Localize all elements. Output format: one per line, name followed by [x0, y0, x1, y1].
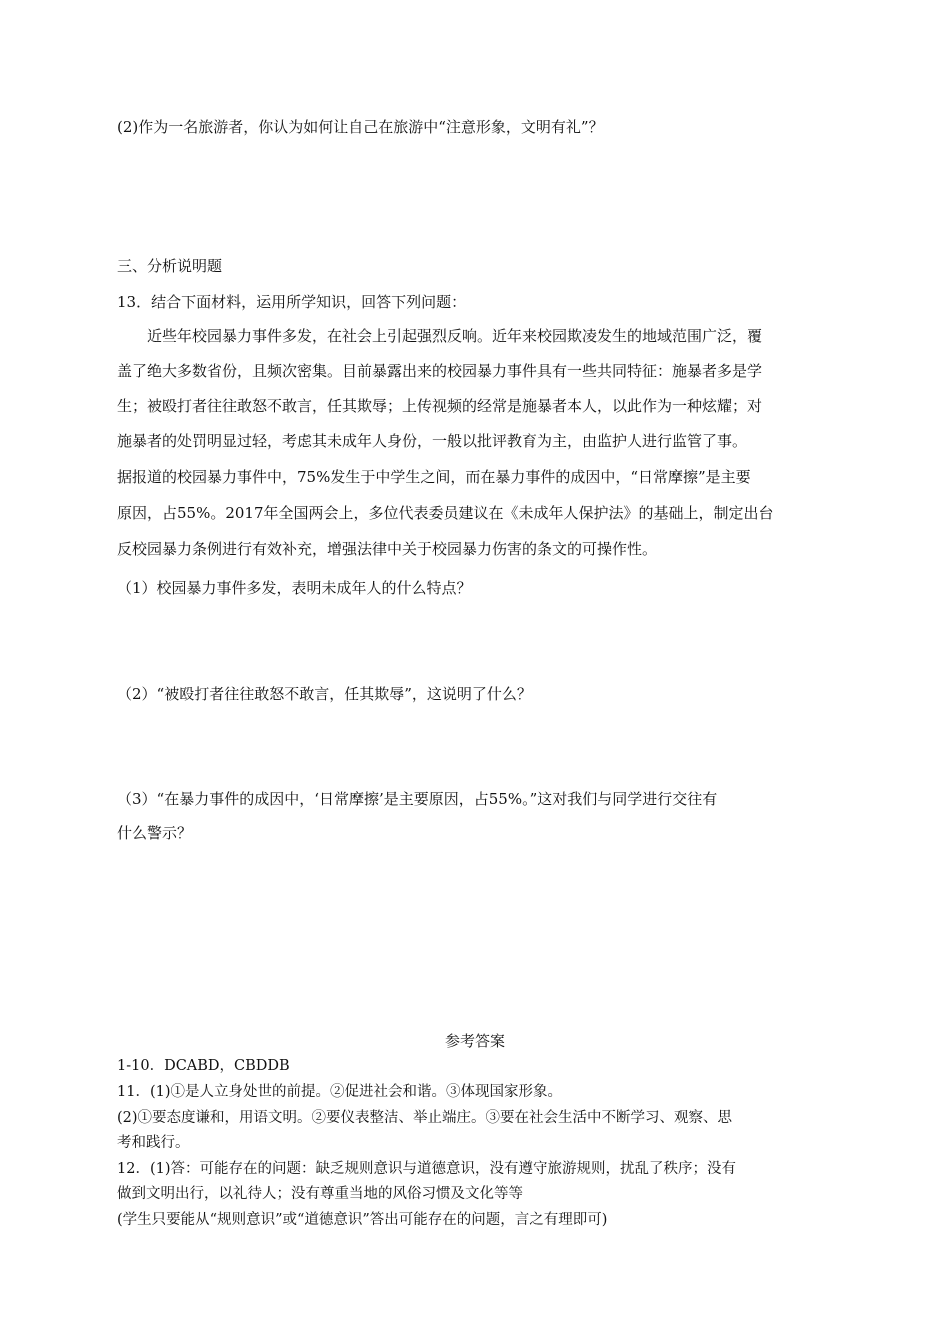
- q13-material-line: 据报道的校园暴力事件中，75%发生于中学生之间，而在暴力事件的成因中，“日常摩擦”是主要: [117, 468, 751, 486]
- q13-sub3-line2: 什么警示？: [117, 824, 193, 842]
- answer-line: 做到文明出行，以礼待人；没有尊重当地的风俗习惯及文化等等: [117, 1186, 523, 1202]
- q12-sub2: (2)作为一名旅游者，你认为如何让自己在旅游中“注意形象，文明有礼”？: [117, 118, 604, 136]
- answers-title: 参考答案: [444, 1032, 505, 1050]
- q13-material-line: 施暴者的处罚明显过轻，考虑其未成年人身份，一般以批评教育为主，由监护人进行监管了事。: [117, 432, 748, 450]
- q13-material-line: 盖了绝大多数省份，且频次密集。目前暴露出来的校园暴力事件具有一些共同特征：施暴者多是学: [117, 362, 763, 380]
- answer-line: 12．(1)答：可能存在的问题：缺乏规则意识与道德意识，没有遵守旅游规则，扰乱了秩序；没有: [117, 1161, 736, 1177]
- answer-line: (2)①要态度谦和，用语文明。②要仪表整洁、举止端庄。③要在社会生活中不断学习、观察、思: [117, 1110, 733, 1126]
- answer-line: 11．(1)①是人立身处世的前提。②促进社会和谐。③体现国家形象。: [117, 1084, 562, 1100]
- q13-sub3-line1: （3）“在暴力事件的成因中，‘日常摩擦’是主要原因，占55%。”这对我们与同学进行交往有: [117, 790, 718, 808]
- q13-material-line: 原因，占55%。2017年全国两会上，多位代表委员建议在《未成年人保护法》的基础上，制定出台: [117, 504, 774, 522]
- q13-material-line: 反校园暴力条例进行有效补充，增强法律中关于校园暴力伤害的条文的可操作性。: [117, 540, 658, 558]
- q13-stem: 13．结合下面材料，运用所学知识，回答下列问题：: [117, 293, 467, 311]
- q13-material-line: 近些年校园暴力事件多发，在社会上引起强烈反响。近年来校园欺凌发生的地域范围广泛，覆: [147, 327, 763, 345]
- answer-line: (学生只要能从“规则意识”或“道德意识”答出可能存在的问题，言之有理即可): [117, 1212, 608, 1228]
- answer-line: 1-10．DCABD，CBDDB: [117, 1058, 290, 1074]
- q13-sub1: （1）校园暴力事件多发，表明未成年人的什么特点？: [117, 579, 472, 597]
- section3-heading: 三、分析说明题: [117, 257, 223, 275]
- q13-sub2: （2）“被殴打者往往敢怒不敢言，任其欺辱”，这说明了什么？: [117, 685, 532, 703]
- answer-line: 考和践行。: [117, 1135, 190, 1151]
- q13-material-line: 生；被殴打者往往敢怒不敢言，任其欺辱；上传视频的经常是施暴者本人，以此作为一种炫耀；对: [117, 397, 763, 415]
